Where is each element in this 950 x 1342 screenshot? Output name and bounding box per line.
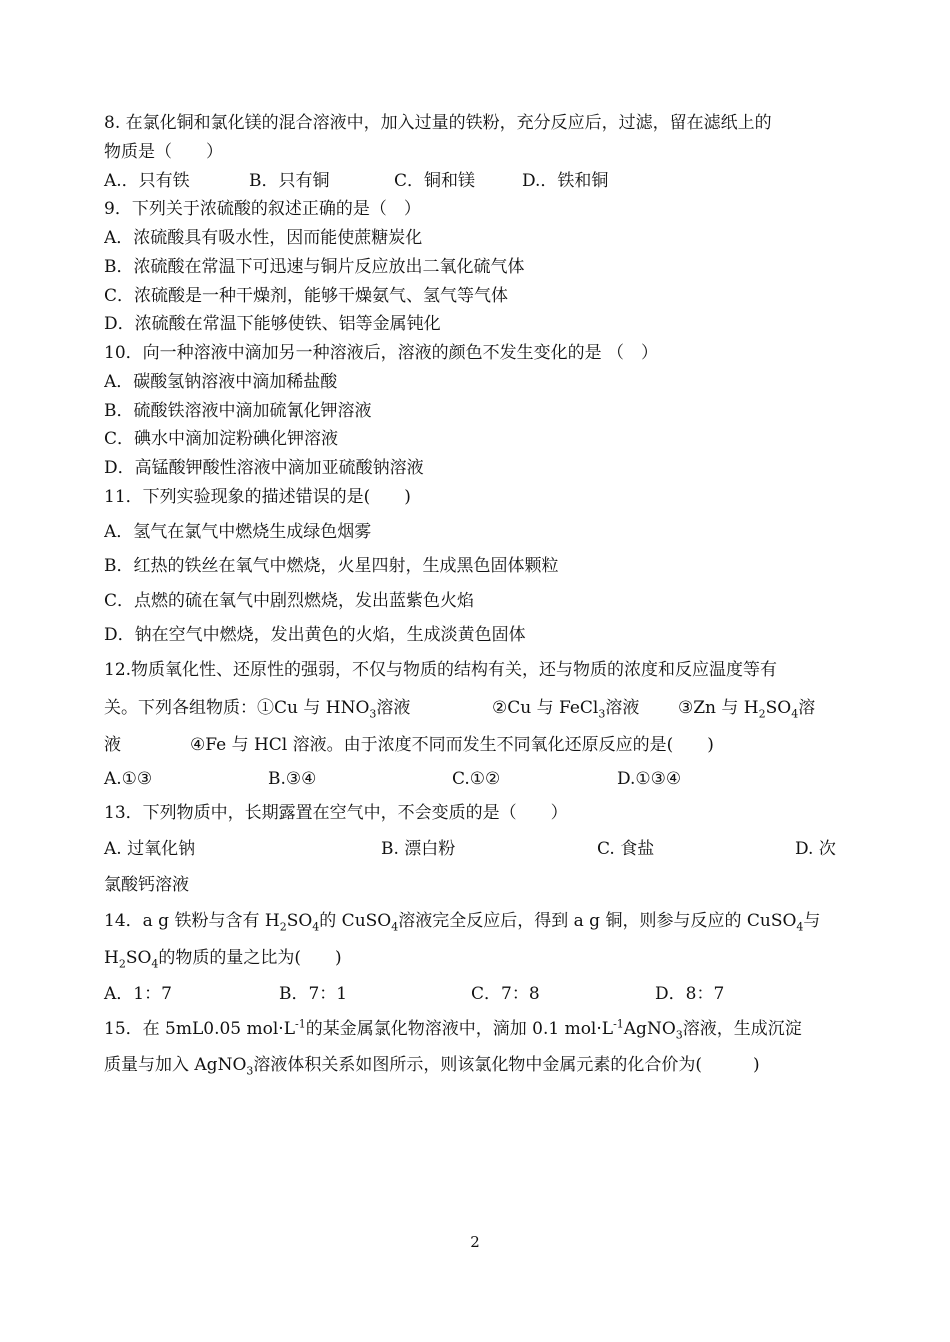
q12-stem-line2-part1: 关。下列各组物质：①Cu 与 $HNO_3$溶液	[104, 698, 411, 721]
q9-option-c: C．浓硫酸是一种干燥剂，能够干燥氨气、氢气等气体	[104, 286, 509, 306]
page-number: 2	[470, 1233, 480, 1251]
q14-stem-line1: 14．a g 铁粉与含有 $H_2SO_4$的 CuSO$_4$溶液完全反应后，得到 a g 铜，则参与反应的 CuSO$_4$与	[104, 911, 821, 932]
q13-stem: 13．下列物质中，长期露置在空气中，不会变质的是（ ）	[104, 803, 568, 823]
q8-option-d: D.．铁和铜	[522, 171, 609, 191]
q12-stem-line1: 12.物质氧化性、还原性的强弱，不仅与物质的结构有关，还与物质的浓度和反应温度等有	[104, 660, 778, 680]
q11-option-c: C．点燃的硫在氧气中剧烈燃烧，发出蓝紫色火焰	[104, 591, 475, 611]
q12-stem-line3-part1: 液	[104, 735, 121, 755]
q14-option-c: C．7：8	[471, 984, 540, 1004]
q13-option-b: B. 漂白粉	[381, 839, 456, 859]
q8-stem-line1: 8. 在氯化铜和氯化镁的混合溶液中，加入过量的铁粉，充分反应后，过滤，留在滤纸上的	[104, 113, 772, 133]
q11-option-d: D．钠在空气中燃烧，发出黄色的火焰，生成淡黄色固体	[104, 625, 526, 645]
q10-stem: 10．向一种溶液中滴加另一种溶液后，溶液的颜色不发生变化的是 （ ）	[104, 343, 659, 363]
q10-option-c: C．碘水中滴加淀粉碘化钾溶液	[104, 429, 339, 449]
q12-stem-line2-part2: ②Cu 与 FeCl$_3$溶液	[492, 698, 640, 721]
q14-option-a: A．1：7	[104, 984, 172, 1004]
q14-option-b: B．7：1	[279, 984, 348, 1004]
q8-option-a: A.．只有铁	[104, 171, 190, 191]
q13-option-d: D. 次	[795, 839, 836, 859]
q13-option-a: A. 过氧化钠	[104, 839, 196, 859]
q8-option-b: B．只有铜	[249, 171, 330, 191]
q9-stem: 9．下列关于浓硫酸的叙述正确的是（ ）	[104, 199, 421, 219]
q9-option-b: B．浓硫酸在常温下可迅速与铜片反应放出二氧化硫气体	[104, 257, 525, 277]
q11-stem: 11．下列实验现象的描述错误的是( )	[104, 487, 411, 507]
q9-option-a: A．浓硫酸具有吸水性，因而能使蔗糖炭化	[104, 228, 423, 248]
q12-option-b: B.③④	[268, 769, 317, 789]
q12-option-a: A.①③	[104, 769, 153, 789]
q12-option-d: D.①③④	[617, 769, 682, 789]
q10-option-b: B．硫酸铁溶液中滴加硫氰化钾溶液	[104, 401, 372, 421]
q10-option-d: D．高锰酸钾酸性溶液中滴加亚硫酸钠溶液	[104, 458, 424, 478]
q10-option-a: A．碳酸氢钠溶液中滴加稀盐酸	[104, 372, 338, 392]
q11-option-b: B．红热的铁丝在氧气中燃烧，火星四射，生成黑色固体颗粒	[104, 556, 559, 576]
q14-option-d: D．8：7	[655, 984, 725, 1004]
q14-stem-line2: $H_2SO_4$的物质的量之比为( )	[104, 948, 342, 969]
q13-option-c: C. 食盐	[597, 839, 655, 859]
q12-option-c: C.①②	[452, 769, 501, 789]
q12-stem-line2-part3: ③Zn 与 $H_2SO_4$溶	[678, 698, 816, 721]
q11-option-a: A．氢气在氯气中燃烧生成绿色烟雾	[104, 522, 372, 542]
q15-stem-line2: 质量与加入 AgNO$_3$溶液体积关系如图所示，则该氯化物中金属元素的化合价为( )	[104, 1055, 760, 1076]
q8-option-c: C．铜和镁	[394, 171, 476, 191]
q15-stem-line1: 15．在 5mL0.05 $mol\cdot L^{-1}$的某金属氯化物溶液中，滴加 0.1 $mol\cdot L^{-1}AgNO_3$溶液，生成沉淀	[104, 1018, 802, 1040]
q9-option-d: D．浓硫酸在常温下能够使铁、铝等金属钝化	[104, 314, 441, 334]
q13-option-d-continuation: 氯酸钙溶液	[104, 875, 189, 895]
q12-stem-line3-part2: ④Fe 与 HCl 溶液。由于浓度不同而发生不同氧化还原反应的是( )	[190, 735, 714, 755]
q8-stem-line2: 物质是（ ）	[104, 142, 223, 162]
